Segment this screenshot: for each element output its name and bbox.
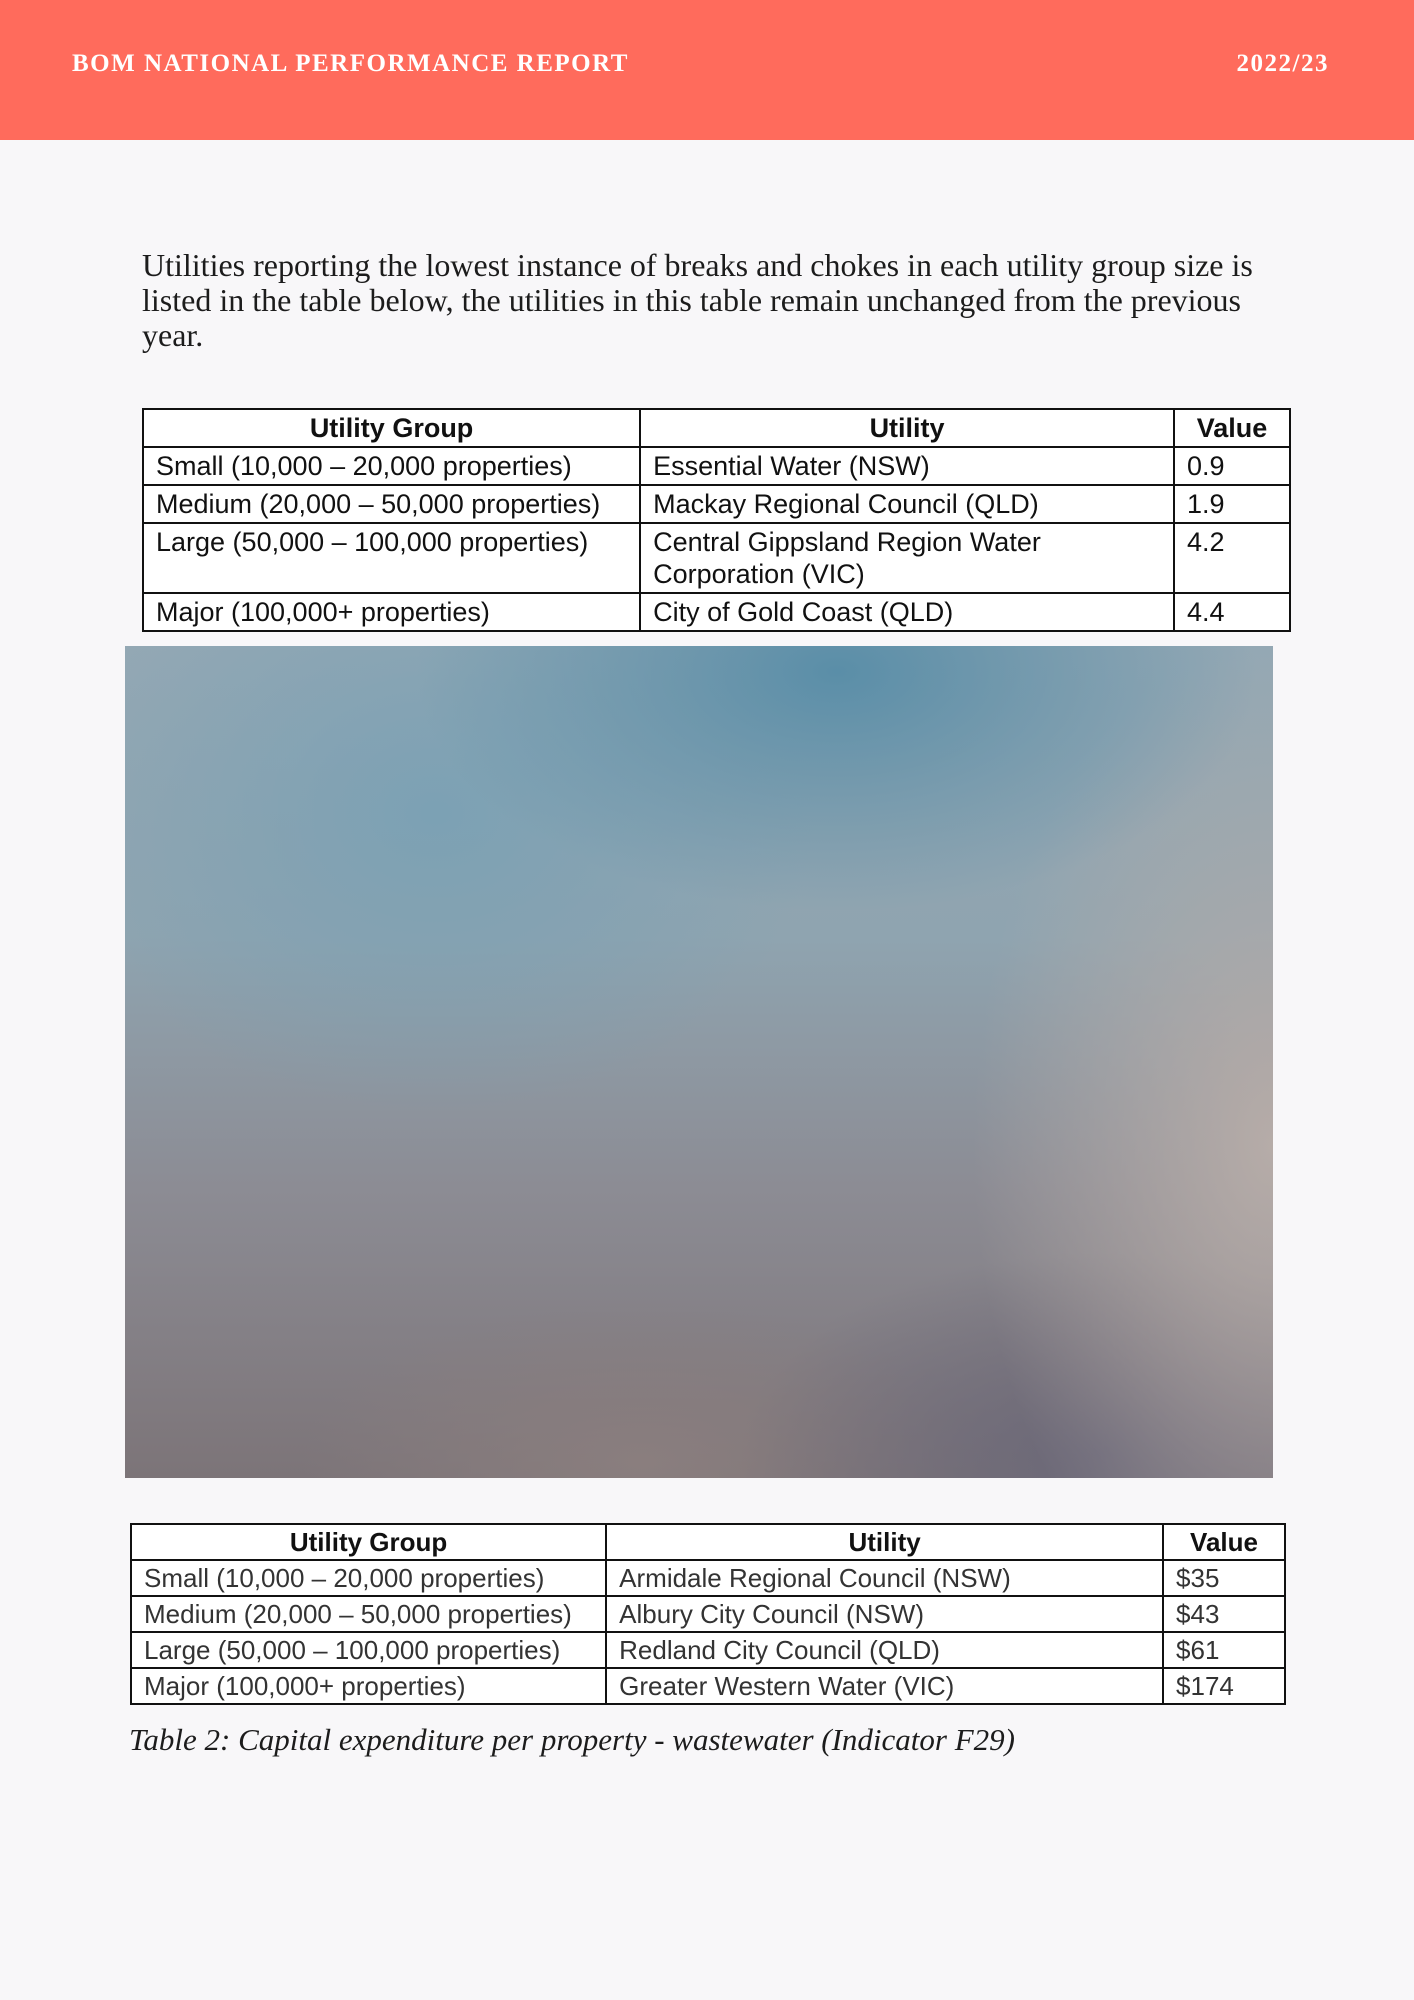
table-cell: Medium (20,000 – 50,000 properties) — [131, 1596, 606, 1632]
table-row — [143, 485, 1290, 523]
column-header: Value — [1174, 409, 1290, 447]
table-cell: 0.9 — [1174, 447, 1290, 485]
table-cell: Mackay Regional Council (QLD) — [640, 485, 1174, 523]
column-header: Utility — [640, 409, 1174, 447]
table-cell: Large (50,000 – 100,000 properties) — [143, 523, 640, 593]
table-cell: Major (100,000+ properties) — [143, 593, 640, 631]
table-cell: 4.4 — [1174, 593, 1290, 631]
table-row — [143, 523, 1290, 593]
table-cell: Major (100,000+ properties) — [131, 1668, 606, 1704]
report-title: BOM NATIONAL PERFORMANCE REPORT — [72, 50, 629, 77]
table-row — [131, 1632, 1285, 1668]
breaks-chokes-table — [142, 408, 1291, 632]
table-cell: Essential Water (NSW) — [640, 447, 1174, 485]
table-cell: City of Gold Coast (QLD) — [640, 593, 1174, 631]
capex-wastewater-table — [130, 1523, 1286, 1705]
table-cell: Large (50,000 – 100,000 properties) — [131, 1632, 606, 1668]
table-cell: Small (10,000 – 20,000 properties) — [131, 1560, 606, 1596]
table-row — [143, 447, 1290, 485]
report-year: 2022/23 — [1236, 50, 1329, 77]
table-cell: $61 — [1163, 1632, 1285, 1668]
table-cell: Small (10,000 – 20,000 properties) — [143, 447, 640, 485]
column-header: Utility — [606, 1524, 1163, 1560]
table-cell: 4.2 — [1174, 523, 1290, 593]
table-header-row — [131, 1524, 1285, 1560]
report-header — [0, 0, 1414, 140]
table-header-row — [143, 409, 1290, 447]
blurred-photo — [125, 646, 1273, 1478]
intro-paragraph: Utilities reporting the lowest instance of breaks and chokes in each utility group size is listed in the table below, the utilities in this table remain unchanged from the previous year. — [142, 247, 1253, 353]
table-cell: $35 — [1163, 1560, 1285, 1596]
column-header: Utility Group — [131, 1524, 606, 1560]
column-header: Value — [1163, 1524, 1285, 1560]
column-header: Utility Group — [143, 409, 640, 447]
table-cell: $43 — [1163, 1596, 1285, 1632]
table-row — [143, 593, 1290, 631]
table-cell: Central Gippsland Region Water Corporation (VIC) — [640, 523, 1174, 593]
table-row — [131, 1596, 1285, 1632]
table-cell: 1.9 — [1174, 485, 1290, 523]
table-cell: Redland City Council (QLD) — [606, 1632, 1163, 1668]
table-cell: Armidale Regional Council (NSW) — [606, 1560, 1163, 1596]
table-caption: Table 2: Capital expenditure per property - wastewater (Indicator F29) — [129, 1722, 1015, 1757]
table-cell: $174 — [1163, 1668, 1285, 1704]
table-cell: Medium (20,000 – 50,000 properties) — [143, 485, 640, 523]
table-cell: Greater Western Water (VIC) — [606, 1668, 1163, 1704]
table-row — [131, 1560, 1285, 1596]
table-cell: Albury City Council (NSW) — [606, 1596, 1163, 1632]
table-row — [131, 1668, 1285, 1704]
